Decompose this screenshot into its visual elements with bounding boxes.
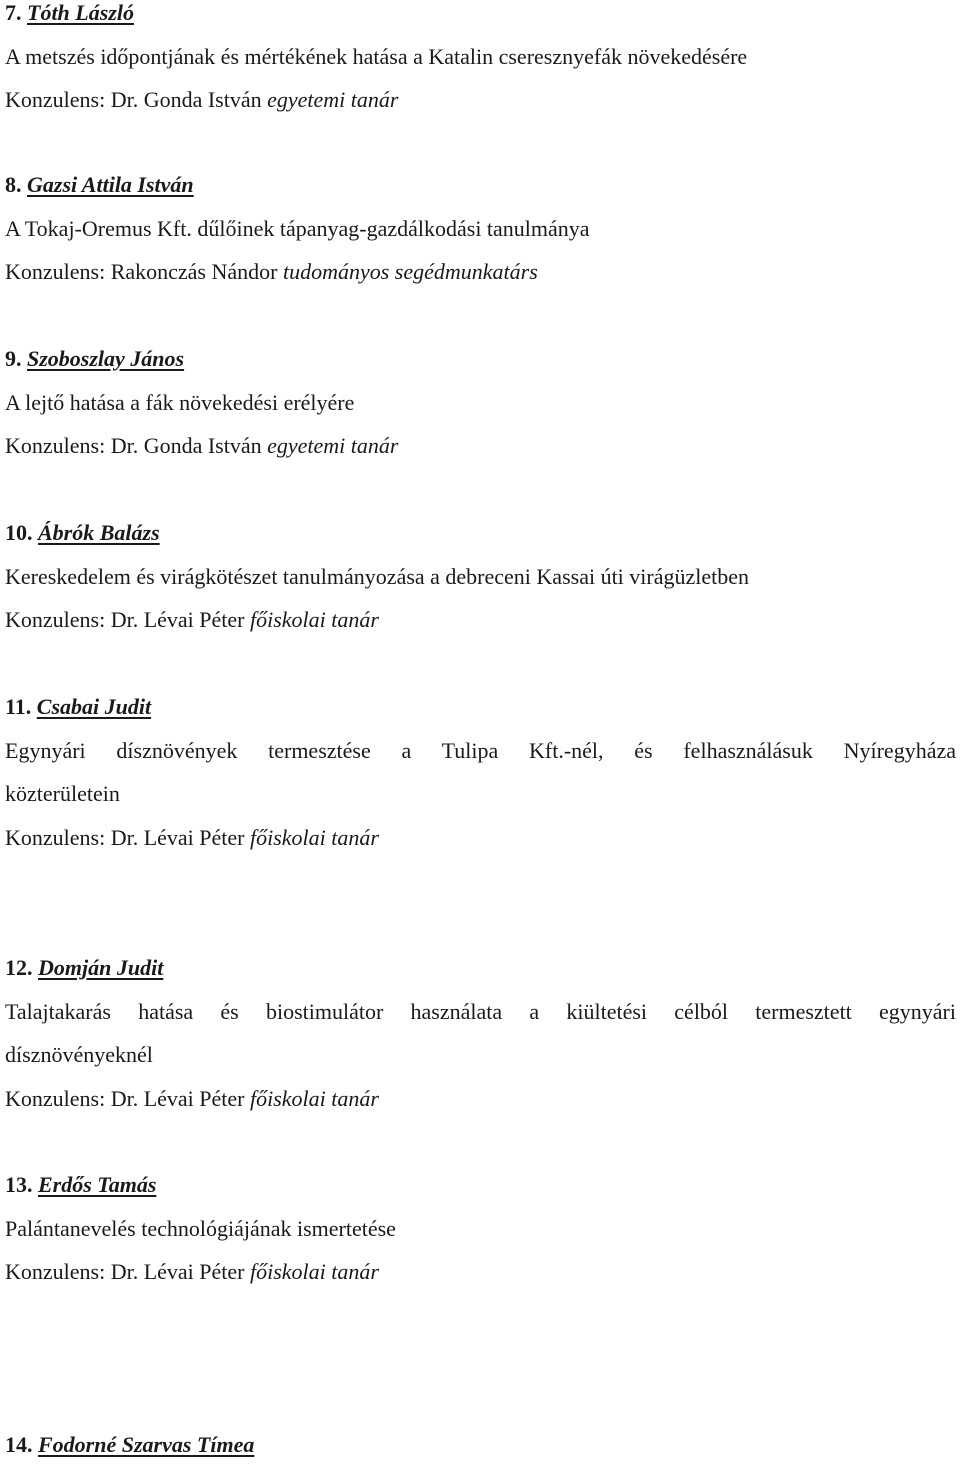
consultant-role: egyetemi tanár (267, 87, 399, 112)
entry-number: 14. (5, 1432, 33, 1457)
entry-number: 11. (5, 694, 32, 719)
thesis-title: Egynyári dísznövények termesztése a Tulipa Kft.-nél, és felhasználásuk Nyíregyháza (5, 737, 956, 763)
student-name: Fodorné Szarvas Tímea (38, 1432, 255, 1457)
thesis-title: Kereskedelem és virágkötészet tanulmányozása a debreceni Kassai úti virágüzletben (5, 563, 750, 589)
consultant-role: egyetemi tanár (267, 433, 399, 458)
entry-number: 13. (5, 1172, 33, 1197)
student-name: Gazsi Attila István (27, 172, 194, 197)
entry-heading (5, 337, 956, 381)
student-name: Domján Judit (38, 955, 164, 980)
thesis-title-continued: dísznövényeknél (5, 1042, 153, 1067)
consultant-role: főiskolai tanár (250, 824, 379, 850)
entry-heading (5, 511, 956, 555)
entry-number: 10. (5, 520, 33, 545)
thesis-entry (5, 511, 956, 642)
thesis-entry (5, 685, 956, 859)
consultant-line (5, 78, 956, 122)
entry-heading (5, 685, 956, 729)
consultant-line (5, 1077, 956, 1121)
student-name: Erdős Tamás (38, 1172, 157, 1197)
thesis-entry (5, 163, 956, 294)
entry-number: 12. (5, 955, 33, 980)
thesis-entry (5, 337, 956, 468)
consultant-name: Konzulens: Dr. Gonda István (5, 87, 262, 112)
consultant-name: Konzulens: Dr. Lévai Péter (5, 1259, 245, 1284)
consultant-role: tudományos segédmunkatárs (282, 259, 538, 284)
thesis-title-continued: közterületein (5, 781, 120, 806)
consultant-name: Konzulens: Rakonczás Nándor (5, 259, 278, 284)
student-name: Ábrók Balázs (38, 520, 160, 545)
thesis-title: A metszés időpontjának és mértékének hatása a Katalin cseresznyefák növekedésére (5, 43, 748, 69)
student-name: Szoboszlay János (27, 346, 185, 371)
consultant-role: főiskolai tanár (250, 1085, 379, 1111)
consultant-name: Konzulens: Dr. Lévai Péter (5, 1085, 245, 1111)
consultant-line (5, 816, 956, 860)
entry-number: 9. (5, 346, 22, 371)
consultant-name: Konzulens: Dr. Gonda István (5, 433, 262, 458)
consultant-line (5, 424, 956, 468)
entry-heading (5, 0, 956, 35)
thesis-title: Palántanevelés technológiájának ismertetése (5, 1215, 396, 1241)
thesis-title: Talajtakarás hatása és biostimulátor használata a kiültetési célból termesztett egynyári (5, 998, 956, 1024)
consultant-line (5, 250, 956, 294)
consultant-role: főiskolai tanár (250, 607, 379, 632)
entry-number: 7. (5, 0, 22, 25)
student-name: Csabai Judit (36, 694, 152, 719)
thesis-entry (5, 946, 956, 1120)
consultant-name: Konzulens: Dr. Lévai Péter (5, 824, 245, 850)
student-name: Tóth László (27, 0, 134, 25)
entry-heading (5, 946, 956, 990)
entry-heading (5, 163, 956, 207)
consultant-line (5, 598, 956, 642)
thesis-title: A lejtő hatása a fák növekedési erélyére (5, 389, 355, 415)
entry-heading (5, 1163, 956, 1207)
thesis-entry (5, 0, 956, 122)
entry-heading (5, 1423, 956, 1467)
consultant-role: főiskolai tanár (250, 1259, 379, 1284)
thesis-entry (5, 1163, 956, 1294)
thesis-title: A Tokaj-Oremus Kft. dűlőinek tápanyag-gazdálkodási tanulmánya (5, 215, 590, 241)
thesis-entry (5, 1423, 956, 1467)
entry-number: 8. (5, 172, 22, 197)
consultant-name: Konzulens: Dr. Lévai Péter (5, 607, 245, 632)
consultant-line (5, 1250, 956, 1294)
